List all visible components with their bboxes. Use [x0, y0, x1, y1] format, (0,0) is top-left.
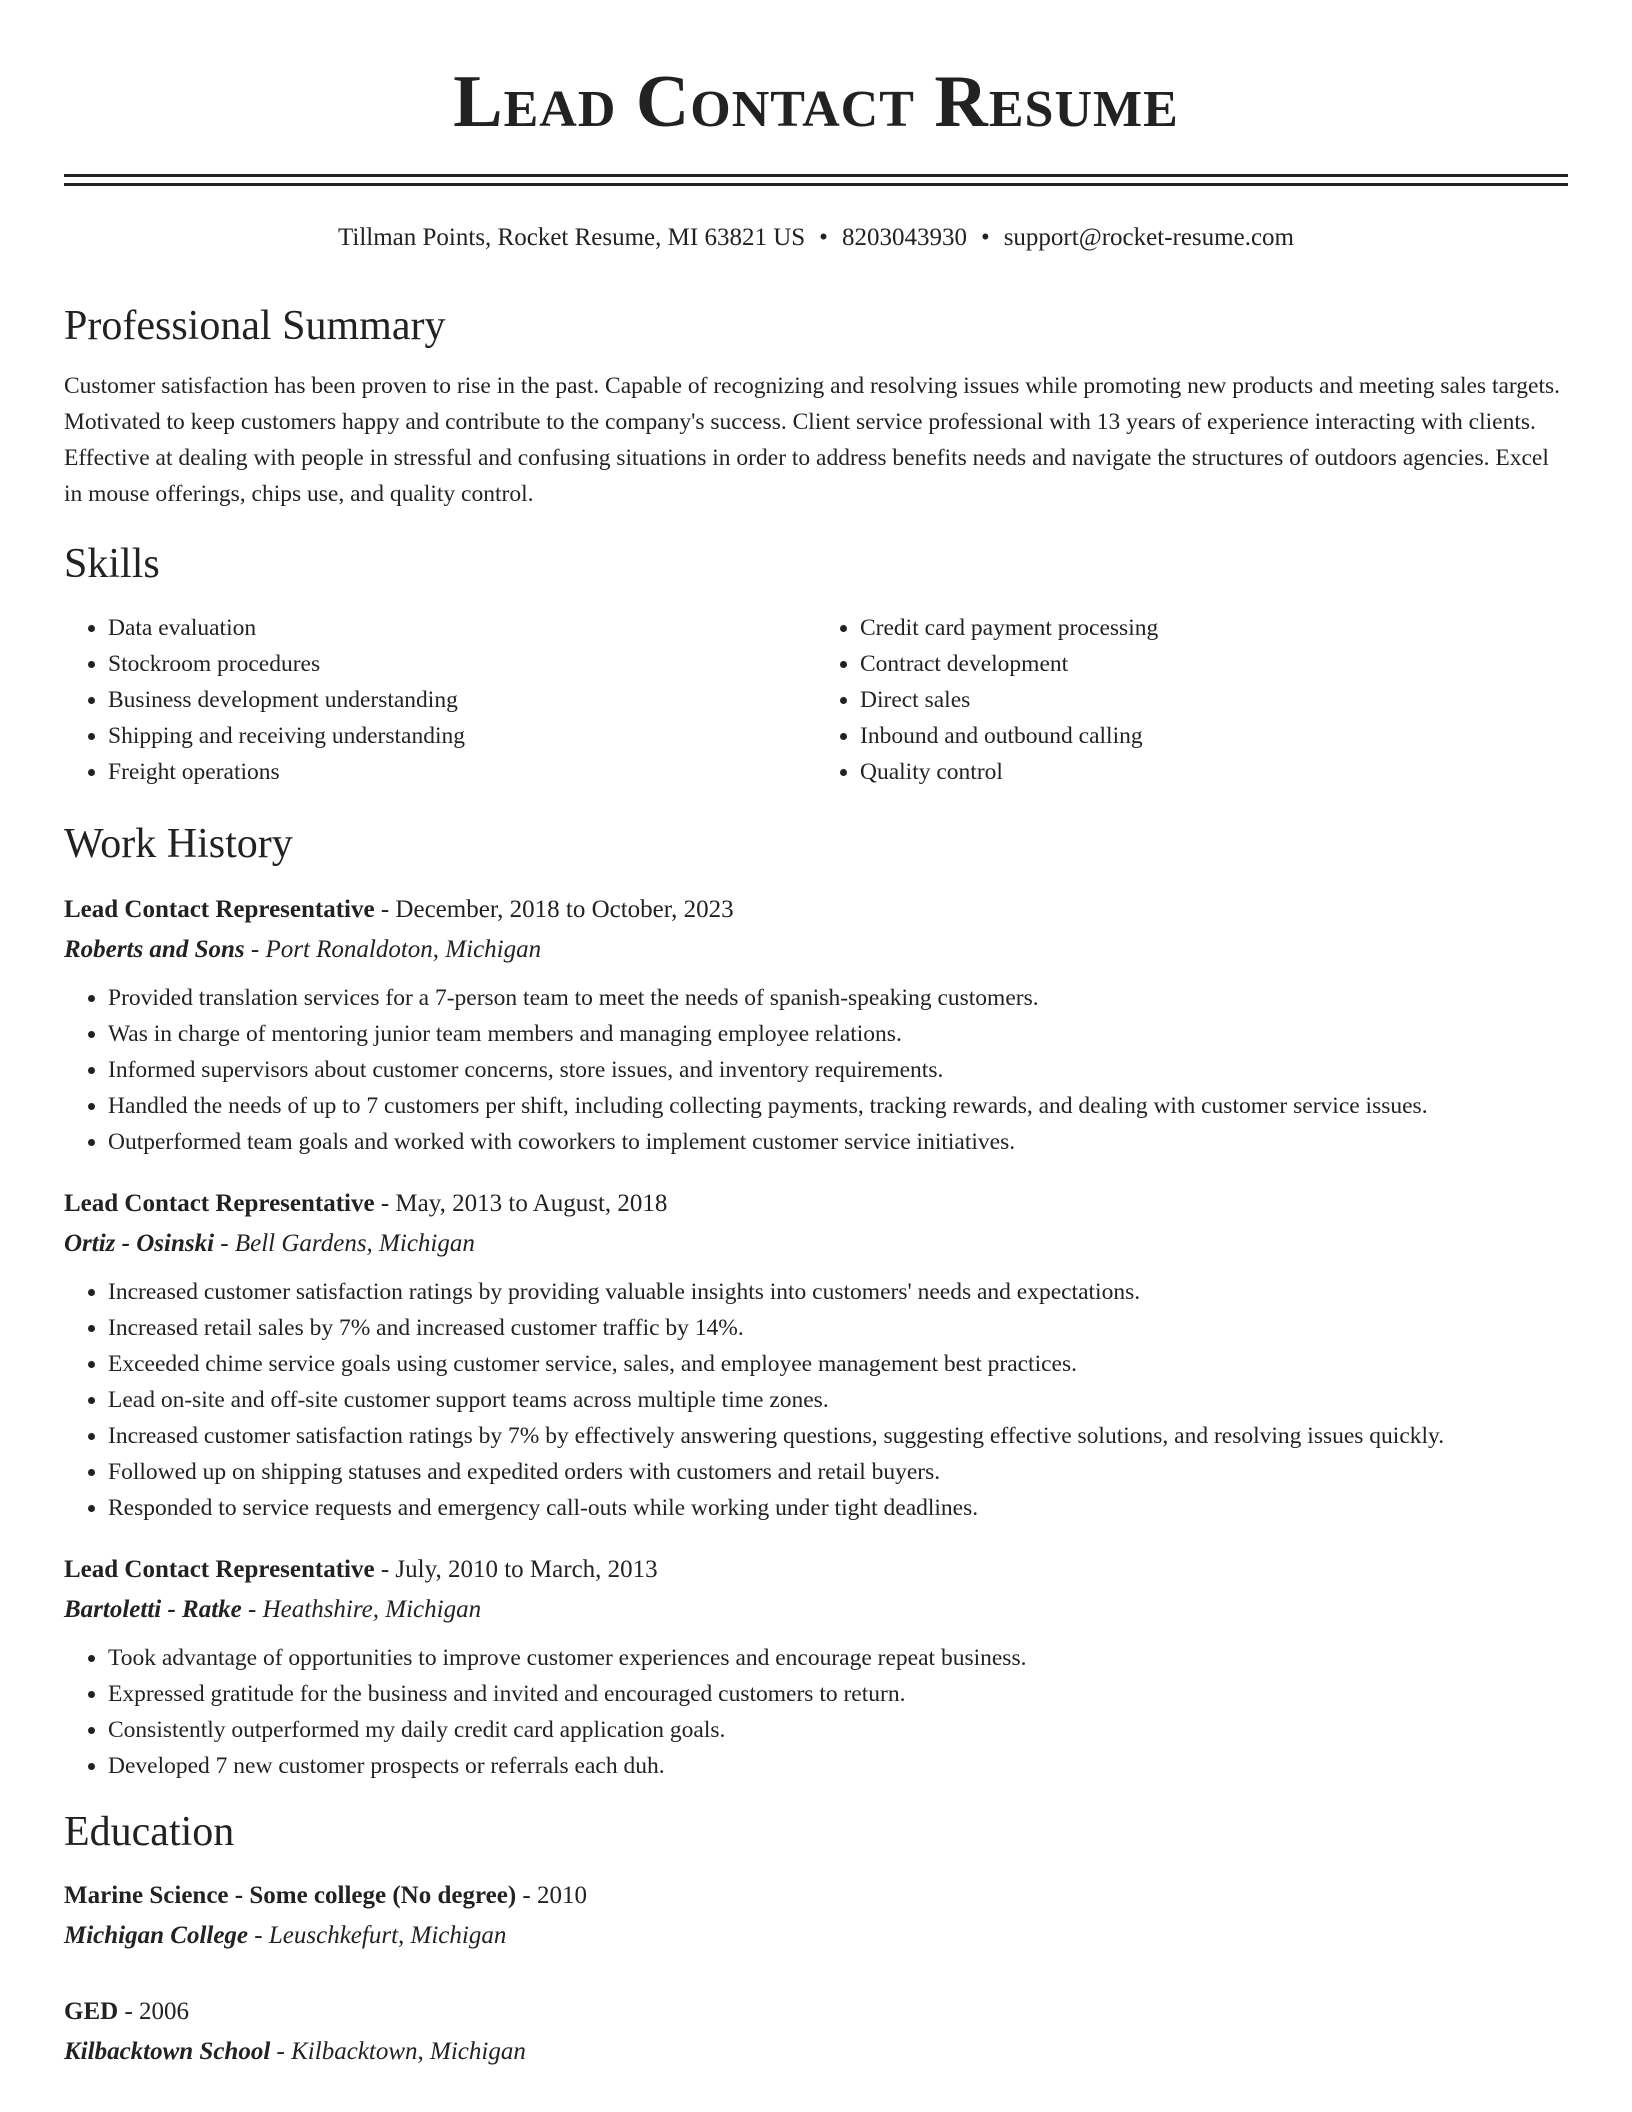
degree-line: [64, 1994, 1568, 2030]
job-title-line: [64, 892, 1568, 928]
job-bullet: • Consistently outperformed my daily credit card application goals.: [108, 1712, 1568, 1748]
job-title-line: [64, 1552, 1568, 1588]
company-line: [64, 932, 1568, 968]
degree: GED: [64, 1998, 119, 2025]
job-bullet: • Followed up on shipping statuses and expedited orders with customers and retail buyers.: [108, 1454, 1568, 1490]
skill-item: • Direct sales: [860, 682, 1568, 718]
job-dates: - July, 2010 to March, 2013: [374, 1556, 658, 1583]
degree-year: - 2010: [516, 1882, 587, 1909]
summary-heading: Professional Summary: [64, 303, 446, 349]
summary-text: Customer satisfaction has been proven to rise in the past. Capable of recognizing and resolving issues while promoting new products and meeting sales targets. Motivated to keep customers happy and contribute to the company's success. Client service professional with 13 years of experience interacting with clients. Effective at dealing with people in stressful and confusing situations in order to address benefits needs and navigate the structures of outdoors agencies. Excel in mouse offerings, chips use, and quality control.: [64, 373, 1561, 507]
job-bullet: • Outperformed team goals and worked with coworkers to implement customer service initiatives.: [108, 1124, 1568, 1160]
job-bullet: • Increased retail sales by 7% and increased customer traffic by 14%.: [108, 1310, 1568, 1346]
skills-column-left: [64, 610, 816, 790]
company-line: [64, 1226, 1568, 1262]
company-location: - Heathshire, Michigan: [241, 1596, 482, 1623]
degree: Marine Science - Some college (No degree): [64, 1882, 517, 1909]
school-location: - Kilbacktown, Michigan: [270, 2038, 526, 2065]
job-dates: - December, 2018 to October, 2023: [374, 896, 734, 923]
skill-item: • Contract development: [860, 646, 1568, 682]
job-bullet: • Took advantage of opportunities to improve customer experiences and encourage repeat business.: [108, 1640, 1568, 1676]
company-location: - Port Ronaldoton, Michigan: [244, 936, 542, 963]
job-dates: - May, 2013 to August, 2018: [374, 1190, 668, 1217]
contact-separator: •: [980, 224, 990, 251]
job-entry: [64, 892, 1568, 1160]
title-divider-bottom: [64, 183, 1568, 186]
job-title: Lead Contact Representative: [64, 1190, 375, 1217]
job-title-line: [64, 1186, 1568, 1222]
job-bullet: • Increased customer satisfaction ratings by 7% by effectively answering questions, suggesting effective solutions, and resolving issues quickly.: [108, 1418, 1568, 1454]
job-bullets: [64, 1640, 1568, 1784]
skills-list: [64, 610, 1568, 790]
skill-item: • Business development understanding: [108, 682, 816, 718]
education-entry: [64, 1994, 1568, 2070]
contact-line: [64, 222, 1568, 254]
skills-heading: Skills: [64, 541, 160, 587]
school-name: Michigan College: [64, 1922, 249, 1949]
resume-title: Lead Contact Resume: [453, 61, 1179, 143]
skill-item: • Stockroom procedures: [108, 646, 816, 682]
job-bullets: [64, 1274, 1568, 1526]
job-bullet: • Developed 7 new customer prospects or referrals each duh.: [108, 1748, 1568, 1784]
school-line: [64, 2034, 1568, 2070]
skills-column-right: [816, 610, 1568, 790]
degree-line: [64, 1878, 1568, 1914]
skill-item: • Quality control: [860, 754, 1568, 790]
degree-year: - 2006: [118, 1998, 190, 2025]
school-name: Kilbacktown School: [64, 2038, 271, 2065]
job-entry: [64, 1186, 1568, 1526]
job-title: Lead Contact Representative: [64, 896, 375, 923]
contact-email: support@rocket-resume.com: [1003, 224, 1294, 251]
title-divider-top: [64, 174, 1568, 177]
skill-item: • Freight operations: [108, 754, 816, 790]
skill-item: • Data evaluation: [108, 610, 816, 646]
company-name: Bartoletti - Ratke: [64, 1596, 242, 1623]
skill-item: • Shipping and receiving understanding: [108, 718, 816, 754]
school-line: [64, 1918, 1568, 1954]
company-location: - Bell Gardens, Michigan: [214, 1230, 475, 1257]
contact-phone: 8203043930: [841, 224, 967, 251]
job-bullet: • Exceeded chime service goals using customer service, sales, and employee management best practices.: [108, 1346, 1568, 1382]
school-location: - Leuschkefurt, Michigan: [248, 1922, 507, 1949]
job-bullet: • Handled the needs of up to 7 customers per shift, including collecting payments, tracking rewards, and dealing with customer service issues.: [108, 1088, 1568, 1124]
job-bullet: • Was in charge of mentoring junior team members and managing employee relations.: [108, 1016, 1568, 1052]
job-bullet: • Expressed gratitude for the business and invited and encouraged customers to return.: [108, 1676, 1568, 1712]
contact-address: Tillman Points, Rocket Resume, MI 63821 US: [338, 224, 806, 251]
job-bullet: • Responded to service requests and emergency call-outs while working under tight deadlines.: [108, 1490, 1568, 1526]
contact-separator: •: [819, 224, 828, 251]
education-heading: Education: [64, 1809, 235, 1855]
job-bullets: [64, 980, 1568, 1160]
job-bullet: • Lead on-site and off-site customer support teams across multiple time zones.: [108, 1382, 1568, 1418]
job-bullet: • Informed supervisors about customer concerns, store issues, and inventory requirements.: [108, 1052, 1568, 1088]
job-entry: [64, 1552, 1568, 1784]
company-name: Roberts and Sons: [64, 936, 245, 963]
work-history-heading: Work History: [64, 821, 293, 867]
education-entry: [64, 1878, 1568, 1954]
job-bullet: • Increased customer satisfaction ratings by providing valuable insights into customers' needs and expectations.: [108, 1274, 1568, 1310]
job-title: Lead Contact Representative: [64, 1556, 375, 1583]
company-name: Ortiz - Osinski: [64, 1230, 215, 1257]
company-line: [64, 1592, 1568, 1628]
skill-item: • Inbound and outbound calling: [860, 718, 1568, 754]
skill-item: • Credit card payment processing: [860, 610, 1568, 646]
job-bullet: • Provided translation services for a 7-person team to meet the needs of spanish-speaking customers.: [108, 980, 1568, 1016]
